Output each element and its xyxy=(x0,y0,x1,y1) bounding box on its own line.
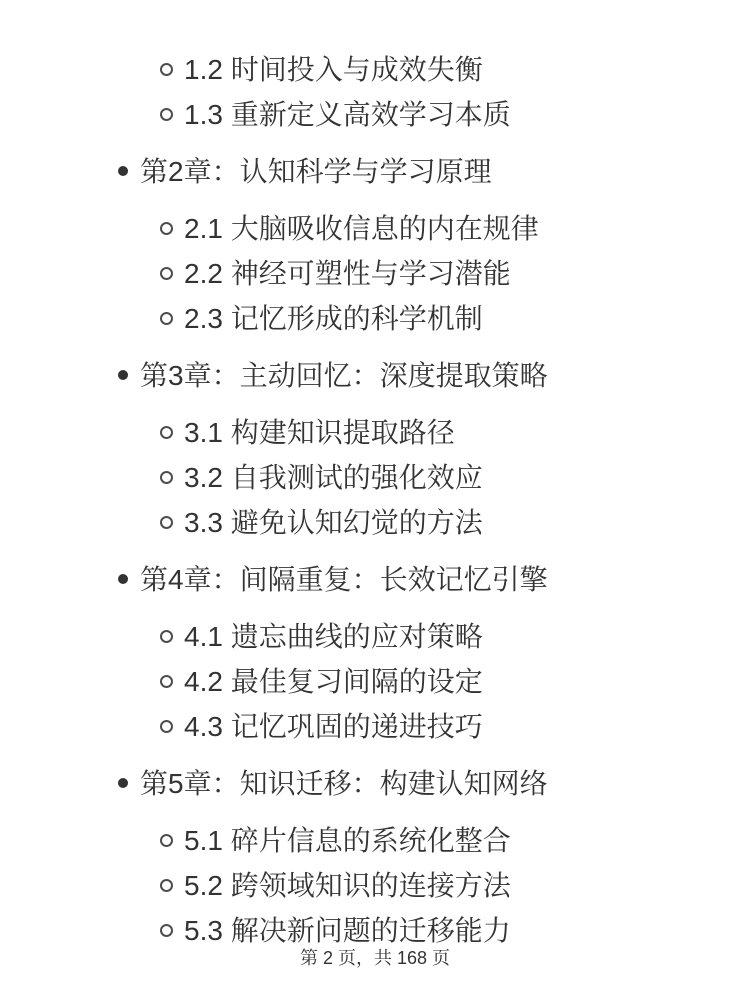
toc-subitem: 2.3 记忆形成的科学机制 xyxy=(0,296,750,341)
toc-chapter-title: 第2章：认知科学与学习原理 xyxy=(0,149,750,194)
toc-subitem-group xyxy=(0,410,750,545)
toc-chapter-title: 第4章：间隔重复：长效记忆引擎 xyxy=(0,557,750,602)
toc-subitem: 2.2 神经可塑性与学习潜能 xyxy=(0,251,750,296)
toc-chapter-title: 第3章：主动回忆：深度提取策略 xyxy=(0,353,750,398)
toc-subitem: 1.2 时间投入与成效失衡 xyxy=(0,47,750,92)
toc-chapter-title: 第5章：知识迁移：构建认知网络 xyxy=(0,761,750,806)
toc-subitem-group xyxy=(0,47,750,137)
toc-subitem: 5.2 跨领域知识的连接方法 xyxy=(0,863,750,908)
toc-subitem: 5.3 解决新问题的迁移能力 xyxy=(0,908,750,953)
toc-subitem: 4.1 遗忘曲线的应对策略 xyxy=(0,614,750,659)
toc-subitem-group xyxy=(0,614,750,749)
toc-subitem: 3.1 构建知识提取路径 xyxy=(0,410,750,455)
toc-subitem: 4.3 记忆巩固的递进技巧 xyxy=(0,704,750,749)
page-number-indicator: 第 2 页，共 168 页 xyxy=(299,948,451,968)
toc-subitem: 5.1 碎片信息的系统化整合 xyxy=(0,818,750,863)
toc-subitem: 2.1 大脑吸收信息的内在规律 xyxy=(0,206,750,251)
toc-subitem-group xyxy=(0,206,750,341)
toc-subitem: 1.3 重新定义高效学习本质 xyxy=(0,92,750,137)
toc-subitem-group xyxy=(0,818,750,953)
toc-subitem: 4.2 最佳复习间隔的设定 xyxy=(0,659,750,704)
toc-subitem: 3.2 自我测试的强化效应 xyxy=(0,455,750,500)
toc-subitem: 3.3 避免认知幻觉的方法 xyxy=(0,500,750,545)
